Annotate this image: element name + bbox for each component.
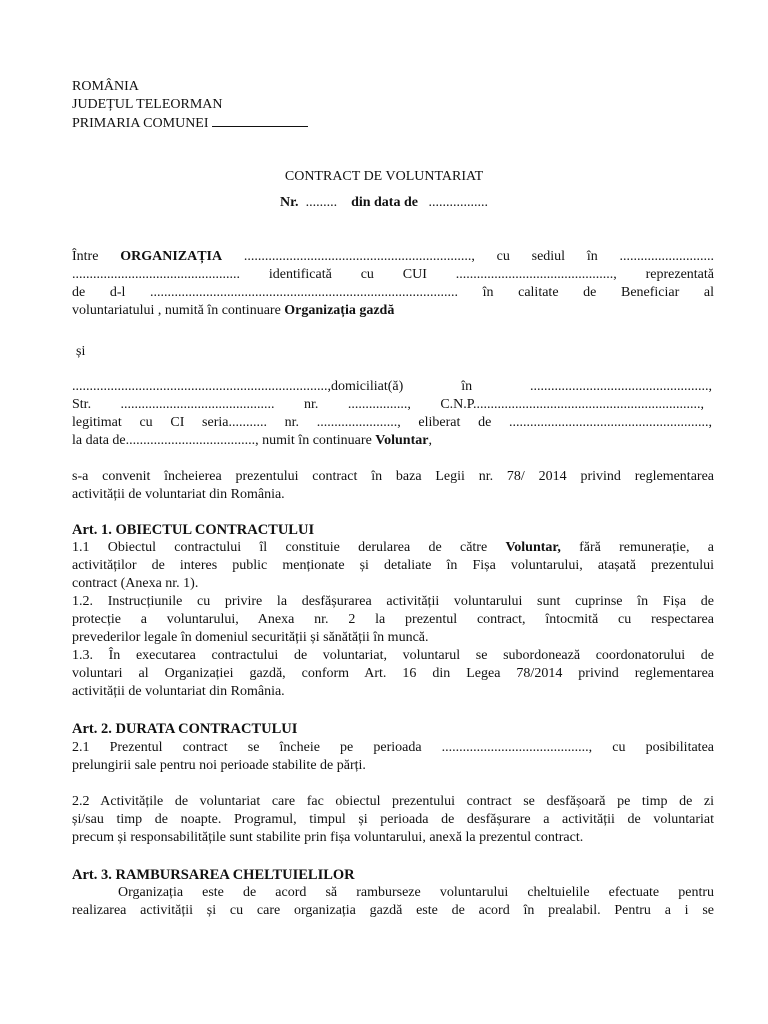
art1-p2-line3: prevederilor legale în domeniul securității și sănătății în muncă. (72, 630, 429, 645)
date-value: ................. (428, 195, 488, 210)
text: fără remunerație, a (560, 540, 714, 555)
header-country: ROMÂNIA (72, 79, 139, 94)
contract-number-date (0, 194, 768, 212)
art1-p1-line3: contract (Anexa nr. 1). (72, 576, 199, 591)
contract-title: CONTRACT DE VOLUNTARIAT (284, 169, 484, 184)
art2-p1-line1: 2.1 Prezentul contract se încheie pe perioada .........................................., cu posibilitatea (72, 740, 714, 755)
art1-p2-line1: 1.2. Instrucțiunile cu privire la desfășurarea activității voluntarului sunt cuprinse în Fișa de (72, 594, 714, 609)
party2-line3: legitimat cu CI seria........... nr. ......................., eliberat de ........................................................., (72, 415, 712, 430)
art1-p3-line3: activității de voluntariat din România. (72, 684, 285, 699)
intro-line1: s-a convenit încheierea prezentului contract în baza Legii nr. 78/ 2014 privind reglementarea (72, 469, 714, 484)
art1-p1-line2: activităților de interes public menționate și detaliate în Fișa voluntarului, atașată prezentului (72, 558, 714, 573)
commune-blank-line (212, 114, 308, 127)
art1-p2-line2: protecție a voluntarului, Anexa nr. 2 la prezentul contract, întocmită cu respectarea (72, 612, 714, 627)
art3-line2: realizarea activității și cu care organizația gazdă este de acord în prealabil. Pentru a i se (72, 903, 714, 918)
date-label: din data de (351, 195, 418, 210)
volunteer-label: Voluntar (375, 433, 429, 448)
art1-p3-line1: 1.3. În executarea contractului de voluntariat, voluntarul se subordonează coordonatorului de (72, 648, 714, 663)
header-commune-label: PRIMARIA COMUNEI (72, 116, 209, 131)
art2-p1-line2: prelungirii sale pentru noi perioade stabilite de părți. (72, 758, 366, 773)
art2-p2-line2: și/sau timp de noapte. Programul, timpul și perioada de desfășurare a activității de voluntariat (72, 812, 714, 827)
header-commune (72, 114, 308, 133)
text: , (428, 433, 432, 448)
party2-line2: Str. ............................................ nr. ................., C.N.P................................................................., (72, 397, 704, 412)
conjunction-si: și (76, 344, 86, 359)
art2-p2-line3: precum și responsabilitățile sunt stabilite prin fișa voluntarului, anexă la prezentul contract. (72, 830, 584, 845)
party1-line3: de d-l ........................................................................................ în calitate de Beneficiar al (72, 285, 714, 300)
nr-label: Nr. (280, 195, 299, 210)
text: ................................................................., cu sediul în ........................... (222, 249, 714, 264)
volunteer-label: Voluntar, (505, 540, 561, 555)
text: la data de....................................., numit în continuare (72, 433, 376, 448)
party2-line4 (72, 432, 432, 450)
nr-value: ......... (305, 195, 338, 210)
art1-heading: Art. 1. OBIECTUL CONTRACTULUI (72, 522, 315, 538)
art3-heading: Art. 3. RAMBURSAREA CHELTUIELILOR (72, 867, 355, 883)
intro-line2: activității de voluntariat din România. (72, 487, 285, 502)
org-label: ORGANIZAȚIA (120, 249, 223, 264)
header-county: JUDEȚUL TELEORMAN (72, 97, 223, 112)
art2-p2-line1: 2.2 Activitățile de voluntariat care fac obiectul prezentului contract se desfășoară pe timp de zi (72, 794, 714, 809)
party1-line1 (72, 248, 714, 266)
art1-p1-line1 (72, 539, 714, 557)
text: voluntariatului , numită în continuare (72, 303, 285, 318)
art2-heading: Art. 2. DURATA CONTRACTULUI (72, 721, 298, 737)
text: Între (72, 249, 121, 264)
party2-line1: .........................................................................,domiciliat(ă) în ..................................................., (72, 379, 712, 394)
text: 1.1 Obiectul contractului îl constituie derularea de către (72, 540, 506, 555)
host-org-label: Organizația gazdă (284, 303, 395, 318)
art1-p3-line2: voluntari al Organizației gazdă, conform Art. 16 din Legea 78/2014 privind reglementarea (72, 666, 714, 681)
party1-line4 (72, 302, 394, 320)
party1-line2: ................................................ identificată cu CUI ............................................., reprezentată (72, 267, 714, 282)
art3-line1: Organizația este de acord să ramburseze voluntarului cheltuielile efectuate pentru (118, 885, 714, 900)
